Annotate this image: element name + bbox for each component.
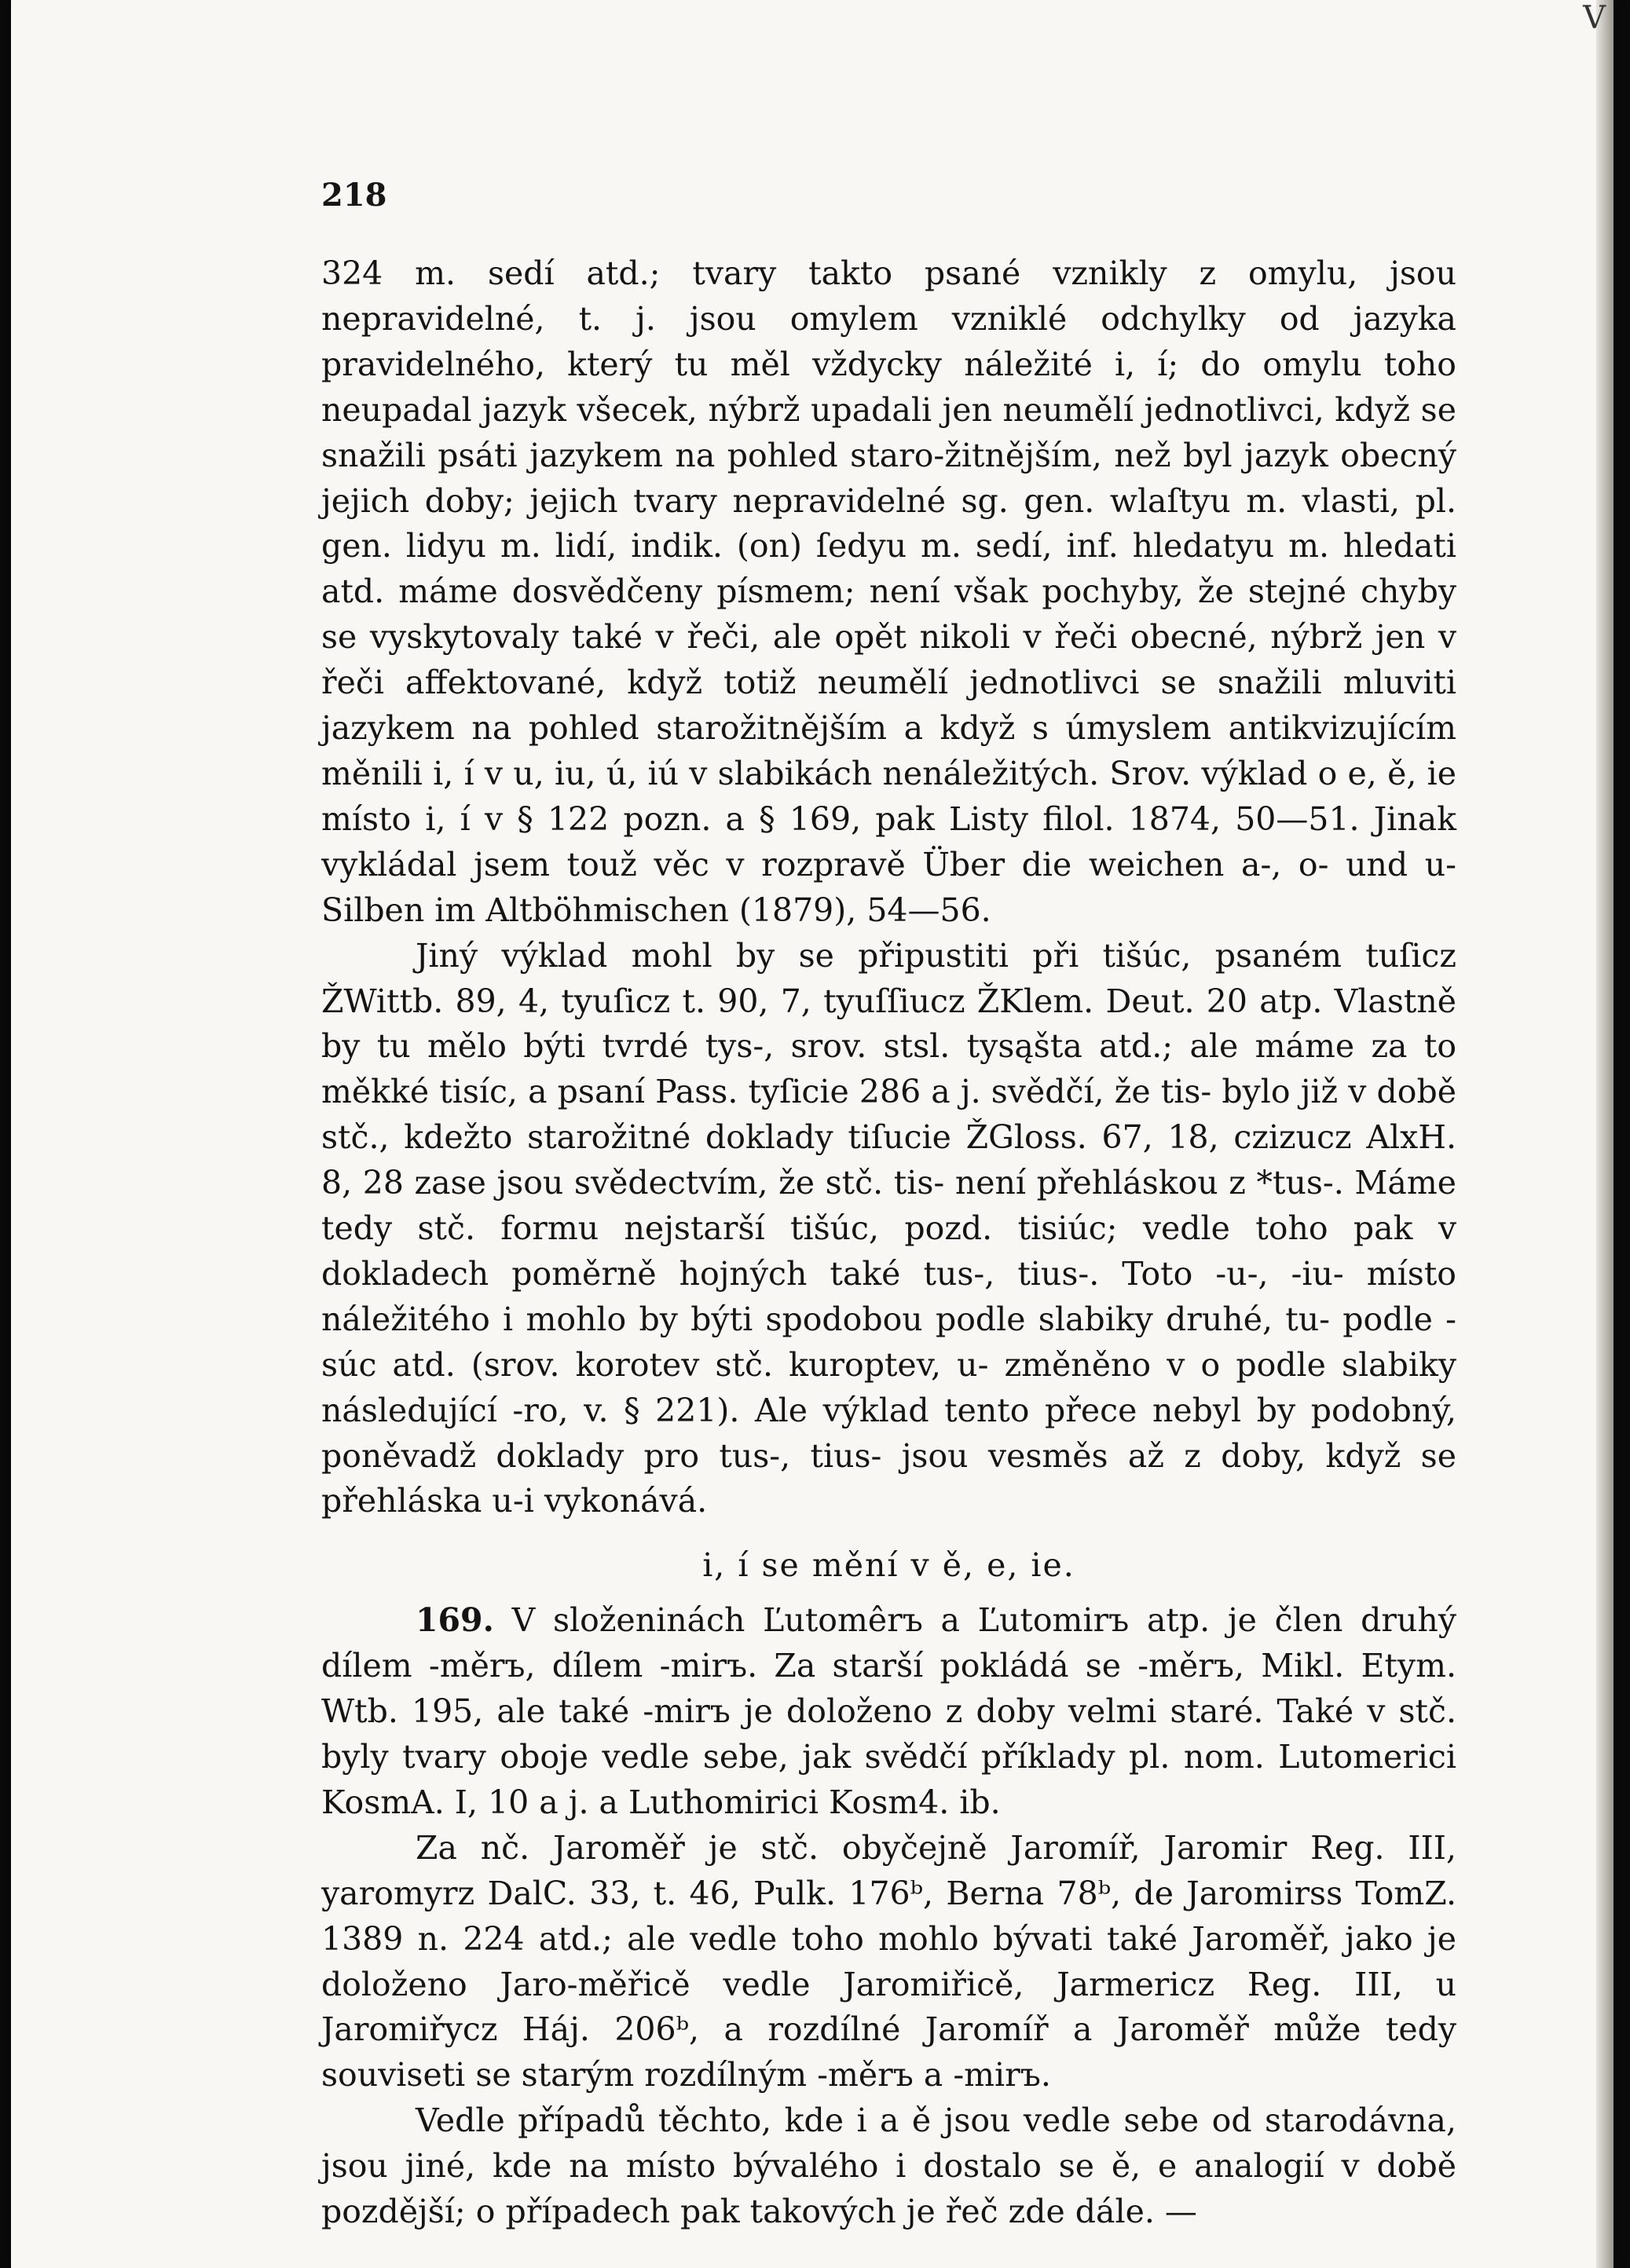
book-page [11,0,1614,2268]
paragraph-tisuc: Jiný výklad mohl by se připustiti při tišúc, psaném tuſicz ŽWittb. 89, 4, tyuſicz t. 90, 7, tyuſſiucz ŽKlem. Deut. 20 atp. Vlastně by tu mělo býti tvrdé tys-, srov. stsl. tysąšta atd.; ale máme za to měkké tisíc, a psaní Pass. tyſicie 286 a j. svědčí, že tis- bylo již v době stč., kdežto starožitné doklady tiſucie ŽGloss. 67, 18, czizucz AlxH. 8, 28 zase jsou svědectvím, že stč. tis- není přehláskou z *tus-. Máme tedy stč. formu nejstarší tišúc, pozd. tisiúc; vedle toho pak v dokladech poměrně hojných také tus-, tius-. Toto -u-, -iu- místo náležitého i mohlo by býti spodobou podle slabiky druhé, tu- podle -súc atd. (srov. korotev stč. kuroptev, u- změněno v o podle slabiky následující -ro, v. § 221). Ale výklad tento přece nebyl by podobný, poněvadž doklady pro tus-, tius- jsou vesměs až z doby, když se přehláska u-i vykonává. [321,936,1456,1520]
corner-mark: V [1583,0,1606,36]
body-text [321,251,1456,2235]
section-paragraph-text: V složeninách Ľutomêrъ a Ľutomirъ atp. je člen druhý dílem -měrъ, dílem -mirъ. Za starší pokládá se -měrъ, Mikl. Etym. Wtb. 195, ale také -mirъ je doloženo z doby velmi staré. Také v stč. byly tvary oboje vedle sebe, jak svědčí příklady pl. nom. Lutomerici KosmA. I, 10 a j. a Luthomirici Kosm4. ib. [321,1601,1456,1821]
page-number: 218 [321,177,387,214]
section-169-paragraph-2: Za nč. Jaroměř je stč. obyčejně Jaromíř, Jaromir Reg. III, yaromyrz DalC. 33, t. 46, Pulk. 176ᵇ, Berna 78ᵇ, de Jaromirss TomZ. 1389 n. 224 atd.; ale vedle toho mohlo bývati také Jaroměř, jako je doloženo Jaro-měřicě vedle Jaromiřicě, Jarmericz Reg. III, u Jaromiřycz Háj. 206ᵇ, a rozdílné Jaromíř a Jaroměř může tedy souviseti se starým rozdílným -měrъ a -mirъ. [321,1828,1456,2094]
section-number: 169. [416,1601,494,1640]
section-169-paragraph-3: Vedle případů těchto, kde i a ě jsou vedle sebe od starodávna, jsou jiné, kde na místo bývalého i dostalo se ě, e analogií v době pozdější; o případech pak takových je řeč zde dále. — [321,2102,1456,2231]
section-169-paragraph-1 [321,1598,1456,1826]
paragraph-continuation: 324 m. sedí atd.; tvary takto psané vznikly z omylu, jsou nepravidelné, t. j. jsou omylem vzniklé odchylky od jazyka pravidelného, který tu měl vždycky náležité i, í; do omylu toho neupadal jazyk všecek, nýbrž upadali jen neumělí jednotlivci, když se snažili psáti jazykem na pohled staro-žitnějším, než byl jazyk obecný jejich doby; jejich tvary nepravidelné sg. gen. wlaſtyu m. vlasti, pl. gen. lidyu m. lidí, indik. (on) ſedyu m. sedí, inf. hledatyu m. hledati atd. máme dosvědčeny písmem; není však pochyby, že stejné chyby se vyskytovaly také v řeči, ale opět nikoli v řeči obecné, nýbrž jen v řeči affektované, když totiž neumělí jednotlivci se snažili mluviti jazykem na pohled starožitnějším a když s úmyslem antikvizujícím měnili i, í v u, iu, ú, iú v slabikách nenáležitých. Srov. výklad o e, ě, ie místo i, í v § 122 pozn. a § 169, pak Listy filol. 1874, 50—51. Jinak vykládal jsem touž věc v rozpravě Über die weichen a-, o- und u-Silben im Altböhmischen (1879), 54—56. [321,254,1456,929]
section-heading: i, í se mění v ě, e, ie. [702,1546,1075,1585]
page-edge-shadow [1596,0,1614,2268]
